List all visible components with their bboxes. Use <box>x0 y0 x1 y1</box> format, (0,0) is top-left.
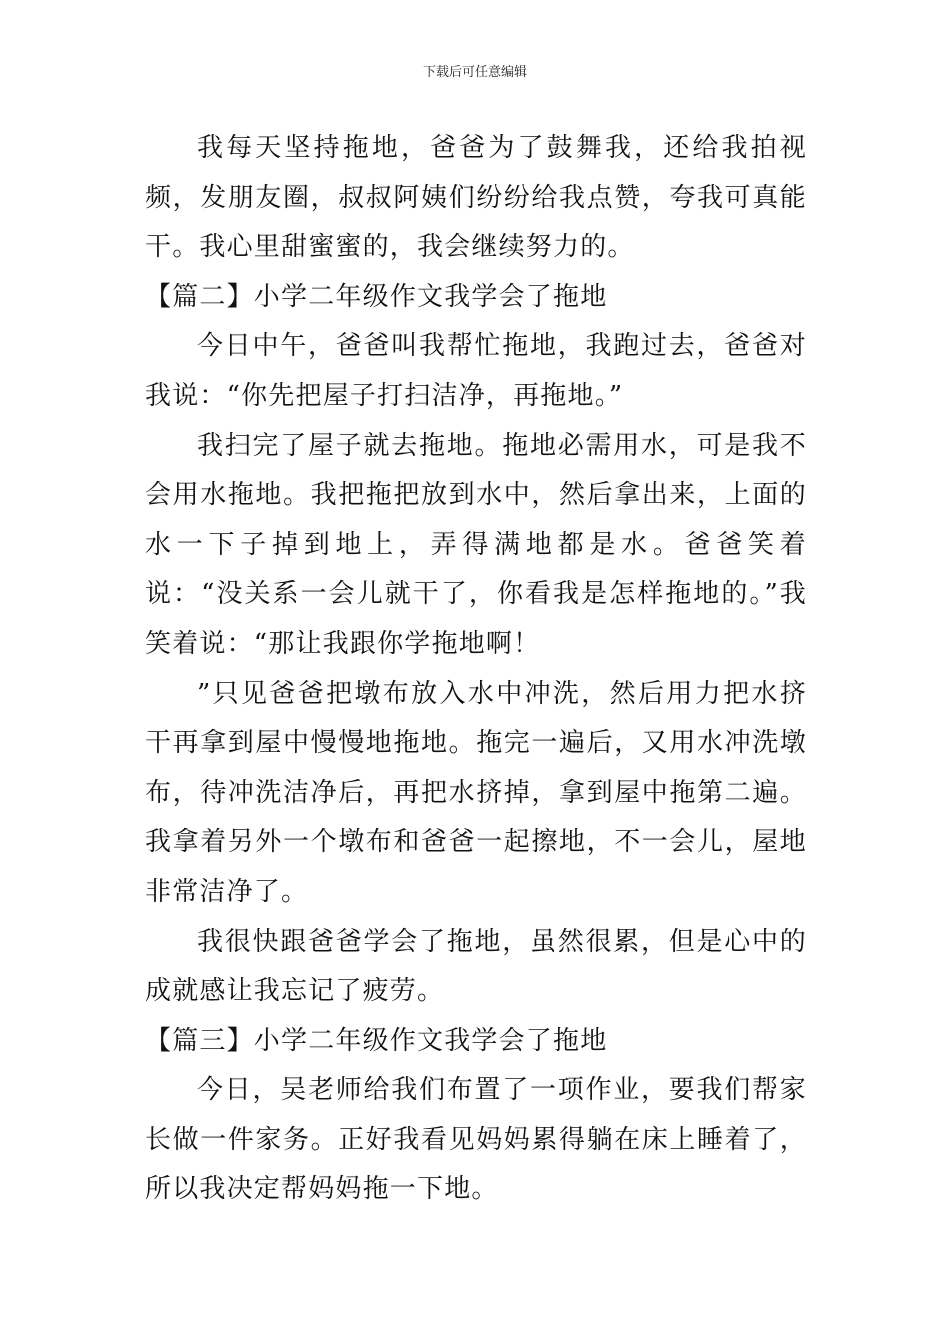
paragraph-3: 我扫完了屋子就去拖地。拖地必需用水，可是我不会用水拖地。我把拖把放到水中，然后拿出来，上面的水一下子掉到地上，弄得满地都是水。爸爸笑着说：“没关系一会儿就干了，你看我是怎样拖地的。”我笑着说：“那让我跟你学拖地啊！ <box>145 430 807 659</box>
paragraph-2: 今日中午，爸爸叫我帮忙拖地，我跑过去，爸爸对我说：“你先把屋子打扫洁净，再拖地。” <box>145 331 807 411</box>
paragraph-6: 今日，吴老师给我们布置了一项作业，要我们帮家长做一件家务。正好我看见妈妈累得躺在床上睡着了，所以我决定帮妈妈拖一下地。 <box>145 1075 807 1205</box>
page-header: 下载后可任意编辑 <box>422 65 527 80</box>
section-heading-2: 【篇二】小学二年级作文我学会了拖地 <box>145 281 608 312</box>
paragraph-4: ”只见爸爸把墩布放入水中冲洗，然后用力把水挤干再拿到屋中慢慢地拖地。拖完一遍后，又用水冲洗墩布，待冲洗洁净后，再把水挤掉，拿到屋中拖第二遍。我拿着另外一个墩布和爸爸一起擦地，不一会儿，屋地非常洁净了。 <box>145 678 807 907</box>
paragraph-1: 我每天坚持拖地，爸爸为了鼓舞我，还给我拍视频，发朋友圈，叔叔阿姨们纷纷给我点赞，夸我可真能干。我心里甜蜜蜜的，我会继续努力的。 <box>145 133 807 263</box>
section-heading-3: 【篇三】小学二年级作文我学会了拖地 <box>145 1025 608 1056</box>
document-body <box>145 124 807 1215</box>
paragraph-5: 我很快跟爸爸学会了拖地，虽然很累，但是心中的成就感让我忘记了疲劳。 <box>145 926 807 1007</box>
